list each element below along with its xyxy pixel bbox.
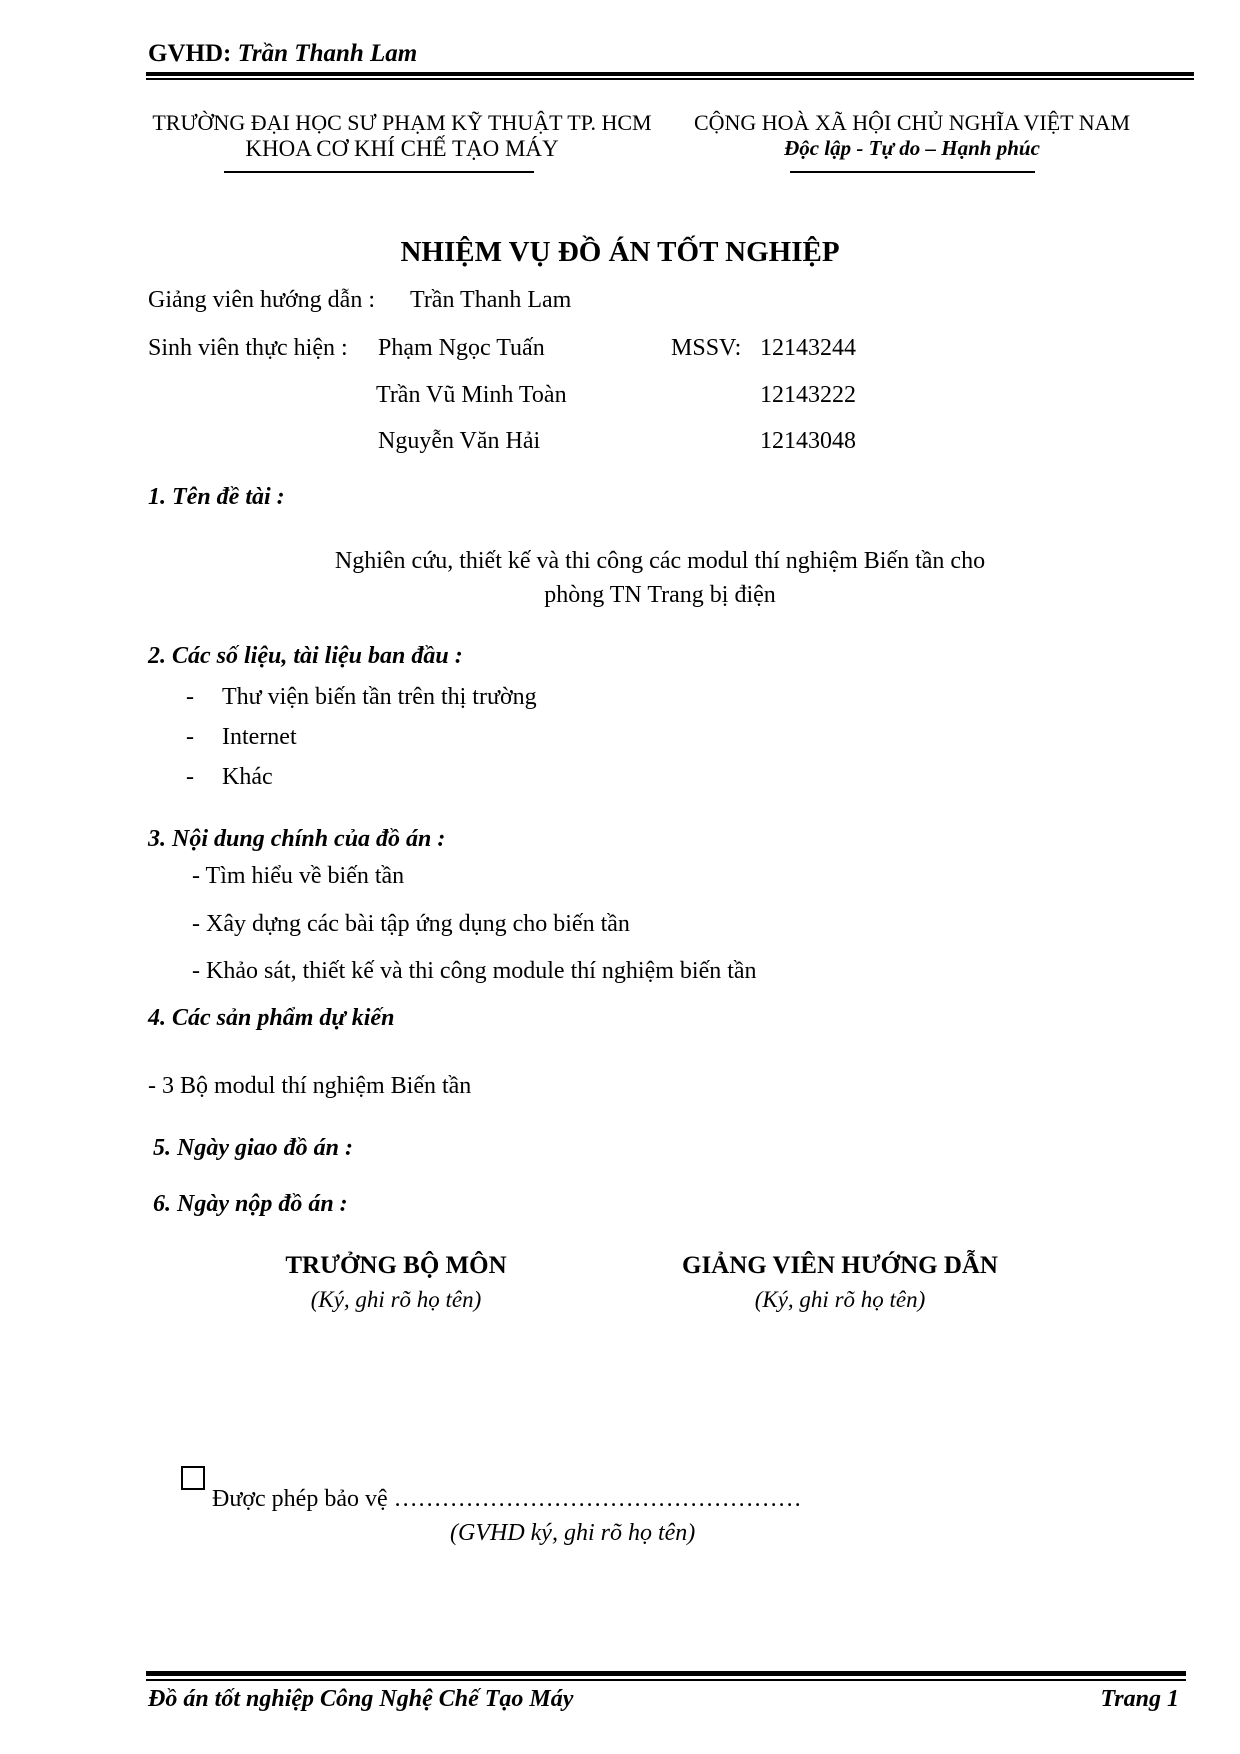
header-advisor-name: Trần Thanh Lam [237, 40, 418, 67]
header-rule-thick [146, 72, 1194, 76]
section-6-heading: 6. Ngày nộp đồ án : [153, 1191, 348, 1217]
list-item: - Xây dựng các bài tập ứng dụng cho biến tần [192, 911, 630, 937]
header-rule-thin [146, 78, 1194, 80]
page-header [148, 40, 417, 68]
list-dash: - [186, 684, 194, 710]
footer-rule-thin [146, 1679, 1186, 1681]
student-id: 12143048 [760, 428, 856, 454]
students-label: Sinh viên thực hiện : [148, 335, 348, 361]
student-id-label: MSSV: [671, 335, 742, 361]
section-2-heading: 2. Các số liệu, tài liệu ban đầu : [148, 643, 463, 669]
list-item: Thư viện biến tần trên thị trường [222, 684, 537, 710]
approval-text: Được phép bảo vệ …………………………………………… [212, 1486, 802, 1512]
school-underline [224, 171, 534, 173]
thesis-topic-line-2: phòng TN Trang bị điện [544, 582, 776, 608]
list-item: - Tìm hiểu về biến tần [192, 863, 405, 889]
section-4-heading: 4. Các sản phẩm dự kiến [148, 1005, 395, 1031]
student-id: 12143244 [760, 335, 856, 361]
student-name: Phạm Ngọc Tuấn [378, 335, 545, 361]
nation-name: CỘNG HOÀ XÃ HỘI CHỦ NGHĨA VIỆT NAM [693, 110, 1131, 135]
list-item: - 3 Bộ modul thí nghiệm Biến tần [148, 1073, 472, 1099]
approval-note: (GVHD ký, ghi rõ họ tên) [450, 1520, 696, 1546]
thesis-topic-line-1: Nghiên cứu, thiết kế và thi công các modul thí nghiệm Biến tần cho [334, 548, 986, 574]
faculty-name: KHOA CƠ KHÍ CHẾ TẠO MÁY [245, 136, 559, 161]
page-number: Trang 1 [1100, 1686, 1179, 1712]
department-head-note: (Ký, ghi rõ họ tên) [310, 1287, 482, 1312]
section-3-heading: 3. Nội dung chính của đồ án : [148, 826, 446, 852]
list-item: Khác [222, 764, 273, 790]
advisor-name: Trần Thanh Lam [410, 287, 572, 313]
list-dash: - [186, 764, 194, 790]
section-1-heading: 1. Tên đề tài : [148, 484, 285, 510]
list-item: Internet [222, 724, 297, 750]
student-name: Nguyễn Văn Hải [378, 428, 541, 454]
department-head-title: TRƯỞNG BỘ MÔN [285, 1252, 507, 1279]
footer-title: Đồ án tốt nghiệp Công Nghệ Chế Tạo Máy [148, 1686, 574, 1712]
header-label: GVHD: [148, 40, 232, 67]
nation-motto: Độc lập - Tự do – Hạnh phúc [784, 136, 1040, 160]
list-dash: - [186, 724, 194, 750]
page-title: NHIỆM VỤ ĐỒ ÁN TỐT NGHIỆP [400, 236, 840, 268]
advisor-signature-title: GIẢNG VIÊN HƯỚNG DẪN [682, 1252, 998, 1279]
nation-underline [790, 171, 1035, 173]
advisor-label: Giảng viên hướng dẫn : [148, 287, 375, 313]
section-5-heading: 5. Ngày giao đồ án : [153, 1135, 353, 1161]
footer-rule-thick [146, 1671, 1186, 1676]
approval-checkbox[interactable] [181, 1466, 205, 1490]
school-name: TRƯỜNG ĐẠI HỌC SƯ PHẠM KỸ THUẬT TP. HCM [152, 110, 652, 135]
advisor-signature-note: (Ký, ghi rõ họ tên) [754, 1287, 926, 1312]
student-id: 12143222 [760, 382, 856, 408]
student-name: Trần Vũ Minh Toàn [376, 382, 567, 408]
list-item: - Khảo sát, thiết kế và thi công module thí nghiệm biến tần [192, 958, 757, 984]
